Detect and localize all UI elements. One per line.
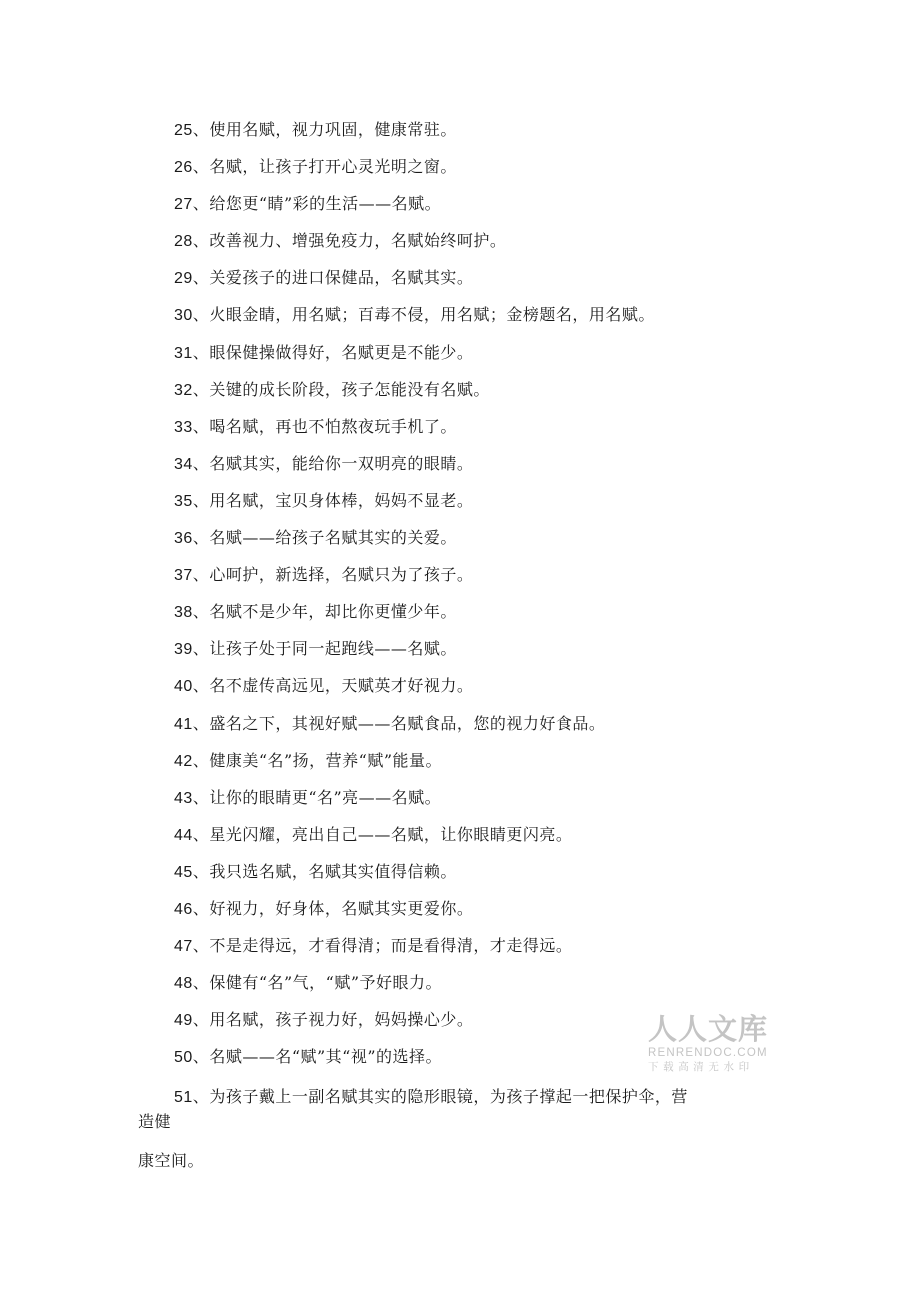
item-text: 不是走得远，才看得清；而是看得清，才走得远。: [209, 936, 573, 956]
watermark-title: 人人文库: [648, 1012, 769, 1046]
list-item: [174, 525, 794, 562]
list-item: [174, 377, 794, 414]
item-text: 名赋其实，能给你一双明亮的眼睛。: [209, 453, 474, 473]
list-item: [174, 117, 794, 154]
item-text: 关爱孩子的进口保健品，名赋其实。: [209, 268, 474, 288]
item-text: 星光闪耀，亮出自己——名赋，让你眼睛更闪亮。: [209, 824, 573, 844]
item-text: 名不虚传高远见，天赋英才好视力。: [209, 676, 474, 696]
item-text: 心呵护，新选择，名赋只为了孩子。: [209, 565, 474, 585]
list-item: [174, 859, 794, 896]
item-text: 使用名赋，视力巩固，健康常驻。: [209, 120, 457, 139]
list-item: [174, 302, 794, 339]
item-number: 26、: [174, 159, 210, 177]
item-number: 48、: [174, 975, 210, 993]
item-number: 27、: [174, 196, 210, 214]
list-item: [174, 785, 794, 822]
item-text: 用名赋，孩子视力好，妈妈操心少。: [209, 1010, 474, 1030]
item-number: 47、: [174, 938, 210, 956]
item-text: 用名赋，宝贝身体棒，妈妈不显老。: [209, 490, 474, 510]
item-text: 盛名之下，其视好赋——名赋食品，您的视力好食品。: [209, 713, 606, 733]
list-item: [174, 488, 794, 525]
item-text: 眼保健操做得好，名赋更是不能少。: [209, 342, 474, 362]
item-text: 名赋不是少年，却比你更懂少年。: [209, 602, 457, 622]
item-text: 好视力，好身体，名赋其实更爱你。: [209, 898, 474, 918]
item-number: 46、: [174, 900, 210, 918]
item-number: 36、: [174, 530, 210, 548]
item-number: 35、: [174, 492, 210, 510]
list-item: [174, 896, 794, 933]
item-text: 为孩子戴上一副名赋其实的隐形眼镜，为孩子撑起一把保护伞，营: [209, 1087, 688, 1106]
last-item-line-3: 康空间。: [138, 1151, 205, 1170]
item-text: 让你的眼睛更“名”亮——名赋。: [209, 787, 442, 807]
item-text: 名赋——名“赋”其“视”的选择。: [209, 1047, 443, 1067]
item-text: 健康美“名”扬，营养“赋”能量。: [209, 750, 443, 770]
item-text: 给您更“睛”彩的生活——名赋。: [209, 194, 442, 214]
last-item-line-2: 造健: [138, 1112, 172, 1131]
item-number: 38、: [174, 604, 210, 622]
item-number: 34、: [174, 455, 210, 473]
list-item: [174, 933, 794, 970]
item-text: 让孩子处于同一起跑线——名赋。: [209, 639, 457, 659]
item-number: 31、: [174, 344, 210, 362]
item-number: 40、: [174, 678, 210, 696]
list-item: [174, 748, 794, 785]
list-item: [174, 599, 794, 636]
item-text: 名赋，让孩子打开心灵光明之窗。: [209, 157, 457, 177]
list-item: [174, 154, 794, 191]
item-text: 改善视力、增强免疫力，名赋始终呵护。: [209, 231, 507, 251]
item-number: 42、: [174, 752, 210, 770]
item-number: 32、: [174, 381, 210, 399]
item-number: 43、: [174, 789, 210, 807]
item-text: 关键的成长阶段，孩子怎能没有名赋。: [209, 379, 490, 399]
item-number: 51、: [174, 1089, 210, 1106]
last-item-line-1: [174, 1084, 688, 1111]
item-number: 28、: [174, 233, 210, 251]
item-number: 39、: [174, 641, 210, 659]
item-number: 49、: [174, 1012, 210, 1030]
item-text: 火眼金睛，用名赋；百毒不侵，用名赋；金榜题名，用名赋。: [209, 305, 655, 325]
watermark-subtitle: 下载高清无水印: [648, 1061, 754, 1073]
list-item: [174, 228, 794, 265]
list-item: [174, 970, 794, 1007]
item-number: 29、: [174, 270, 210, 288]
list-item: [174, 191, 794, 228]
item-number: 44、: [174, 826, 210, 844]
list-item: [174, 451, 794, 488]
item-text: 名赋——给孩子名赋其实的关爱。: [209, 528, 457, 548]
list-item: [174, 711, 794, 748]
watermark: [648, 1012, 772, 1074]
item-number: 37、: [174, 567, 210, 585]
list-item: [174, 636, 794, 673]
item-number: 45、: [174, 863, 210, 881]
item-number: 30、: [174, 307, 210, 325]
list-item: [174, 265, 794, 302]
list-item: [174, 822, 794, 859]
item-number: 33、: [174, 418, 210, 436]
list-item: [174, 414, 794, 451]
item-text: 喝名赋，再也不怕熬夜玩手机了。: [209, 416, 457, 436]
slogan-list: [174, 117, 794, 1081]
item-number: 25、: [174, 122, 210, 139]
item-text: 保健有“名”气，“赋”予好眼力。: [209, 973, 443, 993]
list-item: [174, 340, 794, 377]
watermark-url: RENRENDOC.COM: [648, 1047, 768, 1059]
list-item: [174, 562, 794, 599]
item-text: 我只选名赋，名赋其实值得信赖。: [209, 861, 457, 881]
list-item: [174, 673, 794, 710]
item-number: 50、: [174, 1049, 210, 1067]
item-number: 41、: [174, 715, 210, 733]
